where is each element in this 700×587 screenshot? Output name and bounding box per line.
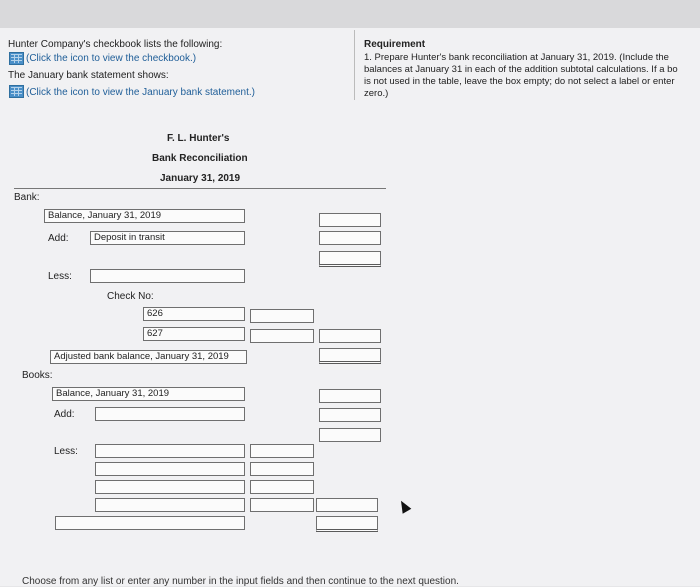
book-balance-amount[interactable] bbox=[319, 389, 381, 403]
checkbook-link[interactable]: (Click the icon to view the checkbook.) bbox=[26, 53, 197, 64]
footer-hint: Choose from any list or enter any number in the input fields and then continue to the next question. bbox=[22, 576, 459, 587]
header-rule bbox=[14, 188, 386, 189]
check-627-amount[interactable] bbox=[250, 329, 314, 343]
adjusted-book-balance-select[interactable] bbox=[55, 516, 245, 530]
requirement-line-4: zero.) bbox=[364, 88, 389, 99]
company-name: F. L. Hunter's bbox=[167, 133, 230, 144]
books-label: Books: bbox=[22, 370, 53, 381]
deposit-in-transit-amount[interactable] bbox=[319, 231, 381, 245]
requirement-line-3: is not used in the table, leave the box empty; do not select a label or enter bbox=[364, 76, 675, 87]
books-less-amount-2[interactable] bbox=[250, 462, 314, 476]
adjusted-book-balance-amount[interactable] bbox=[316, 516, 378, 532]
books-less-total[interactable] bbox=[316, 498, 378, 512]
books-add-subtotal[interactable] bbox=[319, 428, 381, 442]
requirement-line-1: 1. Prepare Hunter's bank reconciliation at January 31, 2019. (Include the bbox=[364, 52, 669, 63]
bank-less-total[interactable] bbox=[319, 329, 381, 343]
books-less-amount-4[interactable] bbox=[250, 498, 314, 512]
books-less-select-3[interactable] bbox=[95, 480, 245, 494]
recon-title: Bank Reconciliation bbox=[152, 153, 248, 164]
statement-intro: The January bank statement shows: bbox=[8, 70, 169, 81]
adjusted-bank-balance-select[interactable]: Adjusted bank balance, January 31, 2019 bbox=[50, 350, 247, 364]
check-626-select[interactable]: 626 bbox=[143, 307, 245, 321]
book-balance-select[interactable]: Balance, January 31, 2019 bbox=[52, 387, 245, 401]
bank-add-label: Add: bbox=[48, 233, 69, 244]
deposit-in-transit-select[interactable]: Deposit in transit bbox=[90, 231, 245, 245]
requirement-title: Requirement bbox=[364, 39, 426, 50]
recon-date: January 31, 2019 bbox=[160, 173, 241, 184]
bank-balance-select[interactable]: Balance, January 31, 2019 bbox=[44, 209, 245, 223]
bank-add-subtotal[interactable] bbox=[319, 251, 381, 267]
problem-intro: Hunter Company's checkbook lists the following: bbox=[8, 39, 223, 50]
books-less-select-1[interactable] bbox=[95, 444, 245, 458]
statement-table-icon[interactable] bbox=[9, 85, 24, 98]
bank-less-select[interactable] bbox=[90, 269, 245, 283]
books-add-select[interactable] bbox=[95, 407, 245, 421]
statement-link[interactable]: (Click the icon to view the January bank statement.) bbox=[26, 87, 255, 98]
pane-divider bbox=[354, 30, 355, 100]
requirement-line-2: balances at January 31 in each of the addition subtotal calculations. If a bo bbox=[364, 64, 678, 75]
checkbook-table-icon[interactable] bbox=[9, 52, 24, 65]
books-less-amount-3[interactable] bbox=[250, 480, 314, 494]
adjusted-bank-balance-amount[interactable] bbox=[319, 348, 381, 364]
check-626-amount[interactable] bbox=[250, 309, 314, 323]
books-less-label: Less: bbox=[54, 446, 78, 457]
browser-top-band bbox=[0, 0, 700, 30]
check-627-select[interactable]: 627 bbox=[143, 327, 245, 341]
bank-less-label: Less: bbox=[48, 271, 72, 282]
books-less-select-2[interactable] bbox=[95, 462, 245, 476]
books-add-amount[interactable] bbox=[319, 408, 381, 422]
books-add-label: Add: bbox=[54, 409, 75, 420]
bank-label: Bank: bbox=[14, 192, 40, 203]
books-less-select-4[interactable] bbox=[95, 498, 245, 512]
check-no-label: Check No: bbox=[107, 291, 154, 302]
bank-balance-amount[interactable] bbox=[319, 213, 381, 227]
books-less-amount-1[interactable] bbox=[250, 444, 314, 458]
